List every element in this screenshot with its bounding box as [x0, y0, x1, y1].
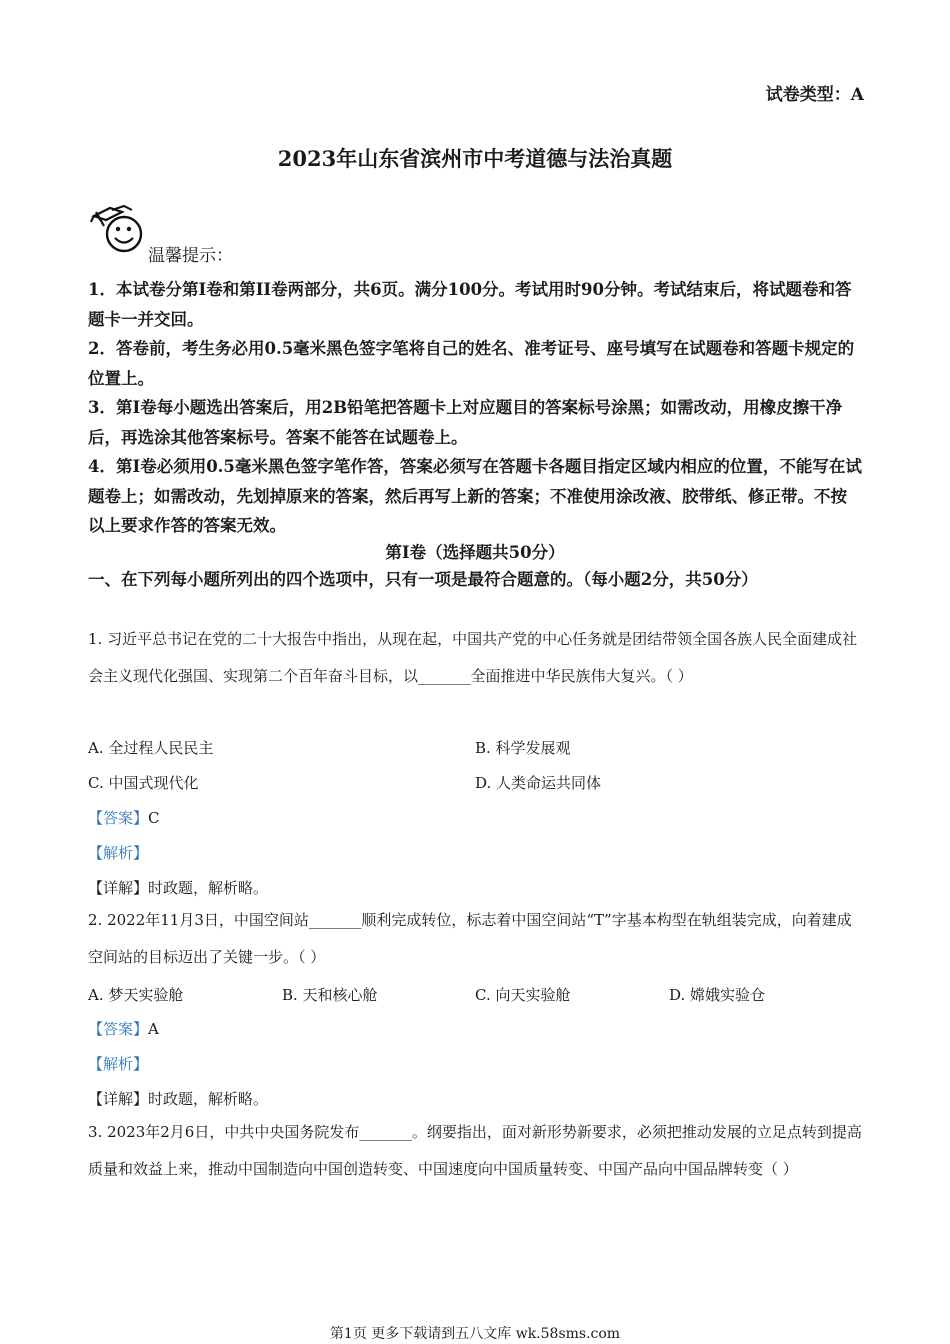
- q1-detail: [88, 877, 268, 898]
- answer-label: 【答案】: [88, 1020, 149, 1038]
- q1-analysis-label: 【解析】: [88, 844, 149, 862]
- smiley-icon: [88, 198, 148, 256]
- question-3-stem: 3. 2023年2月6日，中共中央国务院发布_______。纲要指出，面对新形势新要求，必须把推动发展的立足点转到提高质量和效益上来，推动中国制造向中国创造转变、中国速度向中国质量转变、中国产品向中国品牌转变（ ）: [88, 1123, 862, 1178]
- page-title: 2023年山东省滨州市中考道德与法治真题: [277, 146, 673, 171]
- q1-option-d: D. 人类命运共同体: [475, 774, 602, 792]
- detail-label: 【详解】: [88, 1090, 149, 1108]
- detail-label: 【详解】: [88, 879, 149, 897]
- tips-label: 温馨提示：: [148, 246, 233, 266]
- q2-answer: [88, 1018, 159, 1039]
- volume-title: 第Ⅰ卷（选择题共50分）: [385, 543, 565, 562]
- question-1-stem: 1. 习近平总书记在党的二十大报告中指出，从现在起，中国共产党的中心任务就是团结带领全国各族人民全面建成社会主义现代化强国、实现第二个百年奋斗目标，以_______全面推进中华民族伟大复兴。（ ）: [88, 630, 858, 685]
- answer-value: C: [148, 809, 160, 827]
- q1-option-a: A. 全过程人民民主: [88, 739, 214, 757]
- detail-text: 时政题，解析略。: [148, 879, 269, 897]
- q2-option-a: A. 梦天实验舱: [88, 986, 184, 1004]
- paper-type-label: 试卷类型：A: [765, 85, 864, 105]
- q2-option-d: D. 嫦娥实验仓: [669, 986, 766, 1004]
- q1-answer: [88, 807, 160, 828]
- page-footer: 第1页 更多下载请到五八文库 wk.58sms.com: [329, 1326, 621, 1342]
- tip-item: 1．本试卷分第I卷和第II卷两部分，共6页。满分100分。考试用时90分钟。考试结束后，将试题卷和答题卡一并交回。: [88, 280, 852, 329]
- section-title: 一、在下列每小题所列出的四个选项中，只有一项是最符合题意的。（每小题2分，共50分）: [88, 570, 758, 589]
- answer-value: A: [148, 1020, 159, 1038]
- detail-text: 时政题，解析略。: [148, 1090, 269, 1108]
- tip-item: 4．第I卷必须用0.5毫米黑色签字笔作答，答案必须写在答题卡各题目指定区域内相应的位置，不能写在试题卷上；如需改动，先划掉原来的答案，然后再写上新的答案；不准使用涂改液、胶带纸、修正带。不按以上要求作答的答案无效。: [88, 457, 862, 535]
- q1-option-b: B. 科学发展观: [475, 739, 571, 757]
- q1-option-c: C. 中国式现代化: [88, 774, 199, 792]
- answer-label: 【答案】: [88, 809, 149, 827]
- q2-option-b: B. 天和核心舱: [282, 986, 378, 1004]
- q2-analysis-label: 【解析】: [88, 1055, 149, 1073]
- q2-option-c: C. 向天实验舱: [475, 986, 571, 1004]
- question-2-stem: 2. 2022年11月3日，中国空间站_______顺利完成转位，标志着中国空间站“T”字基本构型在轨组装完成，向着建成空间站的目标迈出了关键一步。（ ）: [88, 911, 852, 966]
- q2-detail: [88, 1088, 268, 1109]
- tip-item: 2．答卷前，考生务必用0.5毫米黑色签字笔将自己的姓名、准考证号、座号填写在试题卷和答题卡规定的位置上。: [88, 339, 855, 388]
- tip-item: 3．第Ⅰ卷每小题选出答案后，用2B铅笔把答题卡上对应题目的答案标号涂黑；如需改动，用橡皮擦干净后，再选涂其他答案标号。答案不能答在试题卷上。: [88, 398, 843, 447]
- tips-list: [88, 275, 863, 541]
